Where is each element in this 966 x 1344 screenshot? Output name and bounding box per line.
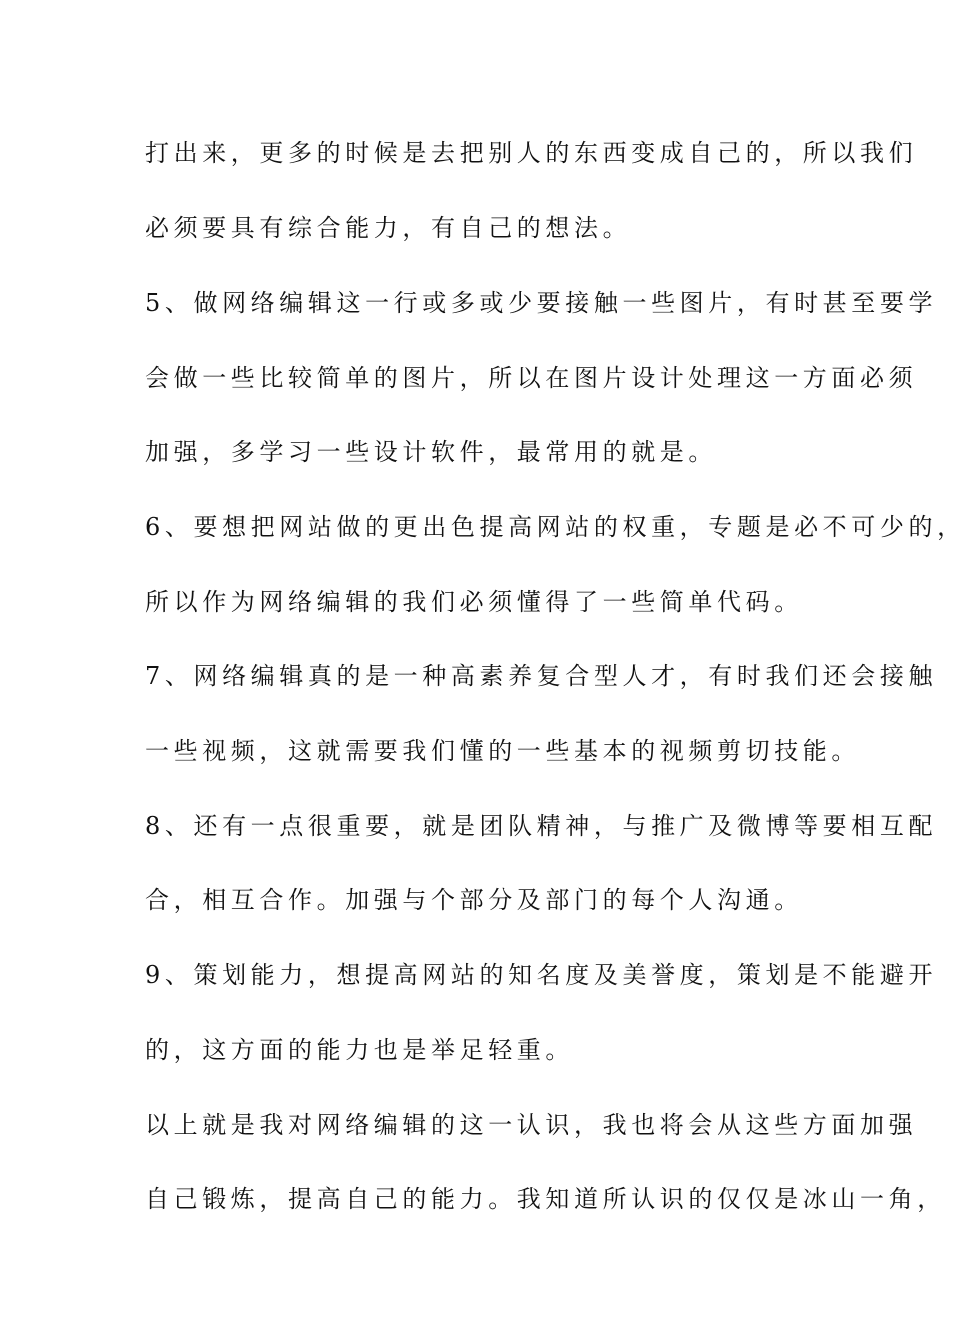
text-line: 会做一些比较简单的图片，所以在图片设计处理这一方面必须 [145, 364, 918, 392]
text-line: 必须要具有综合能力，有自己的想法。 [145, 214, 632, 242]
text-line: 自己锻炼，提高自己的能力。我知道所认识的仅仅是冰山一角， [145, 1185, 946, 1213]
text-line: 8、还有一点很重要，就是团队精神，与推广及微博等要相互配 [145, 812, 938, 840]
text-line: 合，相互合作。加强与个部分及部门的每个人沟通。 [145, 886, 803, 914]
text-line: 的，这方面的能力也是举足轻重。 [145, 1036, 574, 1064]
text-line: 打出来，更多的时候是去把别人的东西变成自己的，所以我们 [145, 139, 918, 167]
text-line: 所以作为网络编辑的我们必须懂得了一些简单代码。 [145, 588, 803, 616]
text-line: 5、做网络编辑这一行或多或少要接触一些图片，有时甚至要学 [145, 289, 938, 317]
text-line: 7、网络编辑真的是一种高素养复合型人才，有时我们还会接触 [145, 662, 938, 690]
text-line: 6、要想把网站做的更出色提高网站的权重，专题是必不可少的， [145, 513, 966, 541]
text-line: 以上就是我对网络编辑的这一认识，我也将会从这些方面加强 [145, 1111, 918, 1139]
text-line: 9、策划能力，想提高网站的知名度及美誉度，策划是不能避开 [145, 961, 938, 989]
text-line: 加强，多学习一些设计软件，最常用的就是。 [145, 438, 717, 466]
text-line: 一些视频，这就需要我们懂的一些基本的视频剪切技能。 [145, 737, 860, 765]
